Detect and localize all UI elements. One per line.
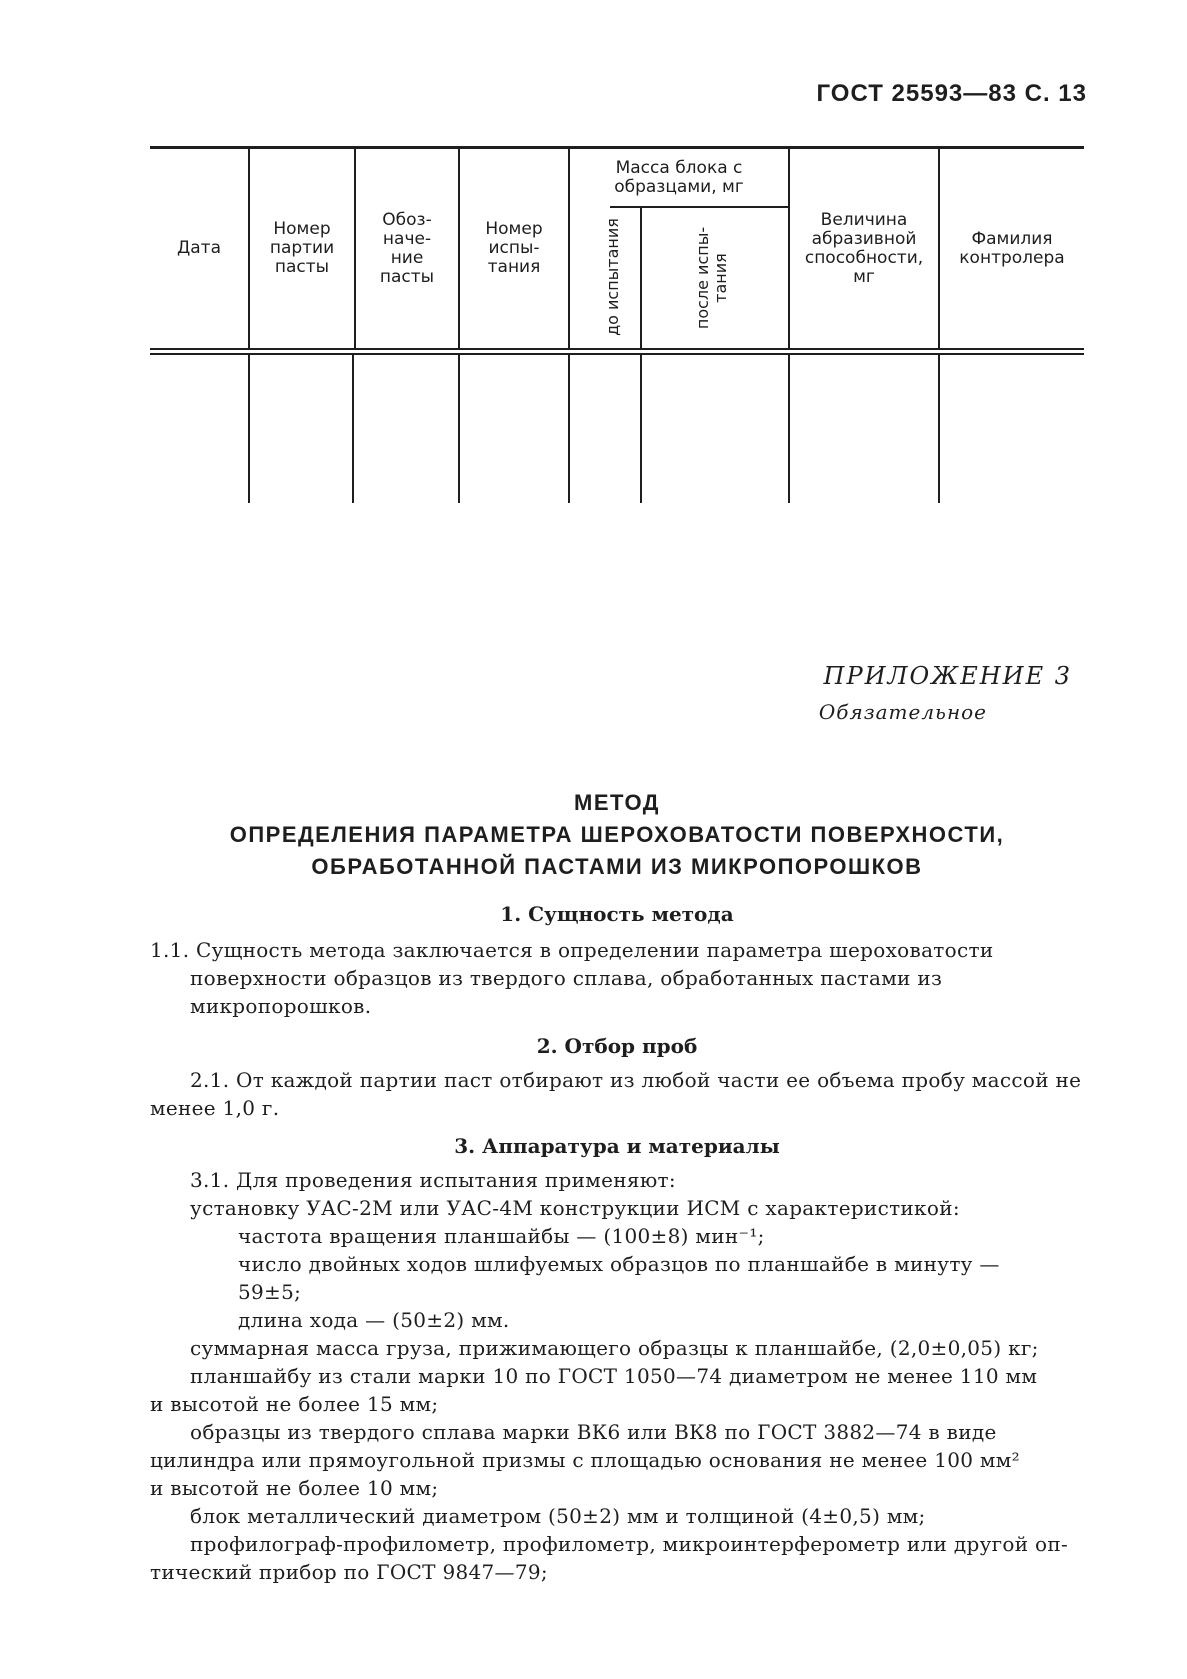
method-title-line-1: МЕТОД xyxy=(574,790,660,815)
header-paste-designation: Обоз- наче- ние пасты xyxy=(379,209,435,287)
body-divider-7 xyxy=(938,355,940,503)
section-3-line-7: суммарная масса груза, прижимающего образцы к планшайбе, (2,0±0,05) кг; xyxy=(190,1336,1039,1360)
section-3-line-5: 59±5; xyxy=(238,1280,302,1304)
body-divider-6 xyxy=(788,355,790,503)
header-test-number: Номер испы- тания xyxy=(485,219,543,277)
method-title-line-3: ОБРАБОТАННОЙ ПАСТАМИ ИЗ МИКРОПОРОШКОВ xyxy=(311,854,923,879)
results-table xyxy=(150,146,1084,526)
table-header-rule-2 xyxy=(150,353,1084,355)
header-mass-before: до испытания xyxy=(603,218,622,336)
section-3-line-4: число двойных ходов шлифуемых образцов по планшайбе в минуту — xyxy=(238,1252,1000,1276)
body-divider-1 xyxy=(248,355,250,503)
section-3-heading: 3. Аппаратура и материалы xyxy=(454,1134,780,1158)
section-2-text: 2.1. От каждой партии паст отбирают из любой части ее объема пробу массой не менее 1,0 г. xyxy=(150,1068,1082,1120)
section-1-text: 1.1. Сущность метода заключается в определении параметра шероховатости поверхности образцов из твердого сплава, обработанных пастами из микропорошков. xyxy=(150,938,994,1018)
section-2-heading: 2. Отбор проб xyxy=(536,1034,698,1058)
section-1-heading: 1. Сущность метода xyxy=(500,902,734,926)
section-3-line-14: профилограф-профилометр, профилометр, микроинтерферометр или другой оп- xyxy=(190,1532,1069,1556)
body-divider-3 xyxy=(458,355,460,503)
header-date: Дата xyxy=(176,238,222,258)
section-3-line-9: и высотой не более 15 мм; xyxy=(150,1392,439,1416)
section-3-line-15: тический прибор по ГОСТ 9847—79; xyxy=(150,1560,548,1584)
appendix-title: ПРИЛОЖЕНИЕ 3 xyxy=(823,662,1072,690)
header-inspector-name: Фамилия контролера xyxy=(959,228,1065,268)
method-title-line-2: ОПРЕДЕЛЕНИЯ ПАРАМЕТРА ШЕРОХОВАТОСТИ ПОВЕРХНОСТИ, xyxy=(229,822,1005,847)
col-divider-5 xyxy=(640,208,642,348)
section-3-line-8: планшайбу из стали марки 10 по ГОСТ 1050—74 диаметром не менее 110 мм xyxy=(190,1364,1038,1388)
header-abrasive-capacity: Величина абразивной способности, мг xyxy=(804,209,924,287)
body-divider-4 xyxy=(568,355,570,503)
section-3-line-3: частота вращения планшайбы — (100±8) мин⁻¹; xyxy=(238,1224,765,1248)
section-3-line-6: длина хода — (50±2) мм. xyxy=(238,1308,510,1332)
header-batch-number: Номер партии пасты xyxy=(269,219,335,277)
body-divider-2 xyxy=(352,355,354,503)
section-3-line-1: 3.1. Для проведения испытания применяют: xyxy=(190,1168,676,1192)
page-reference: ГОСТ 25593—83 С. 13 xyxy=(816,80,1087,107)
body-divider-5 xyxy=(640,355,642,503)
section-3-line-13: блок металлический диаметром (50±2) мм и толщиной (4±0,5) мм; xyxy=(190,1504,926,1528)
section-3-line-12: и высотой не более 10 мм; xyxy=(150,1476,439,1500)
appendix-status: Обязательное xyxy=(818,700,987,724)
table-header-rule xyxy=(150,348,1084,350)
section-3-line-11: цилиндра или прямоугольной призмы с площадью основания не менее 100 мм² xyxy=(150,1448,1020,1472)
header-mass-after: после испы- тания xyxy=(693,226,730,330)
section-3-line-2: установку УАС-2М или УАС-4М конструкции ИСМ с характеристикой: xyxy=(190,1196,960,1220)
section-3-line-10: образцы из твердого сплава марки ВК6 или ВК8 по ГОСТ 3882—74 в виде xyxy=(190,1420,997,1444)
header-block-mass: Масса блока с образцами, мг xyxy=(614,157,744,197)
